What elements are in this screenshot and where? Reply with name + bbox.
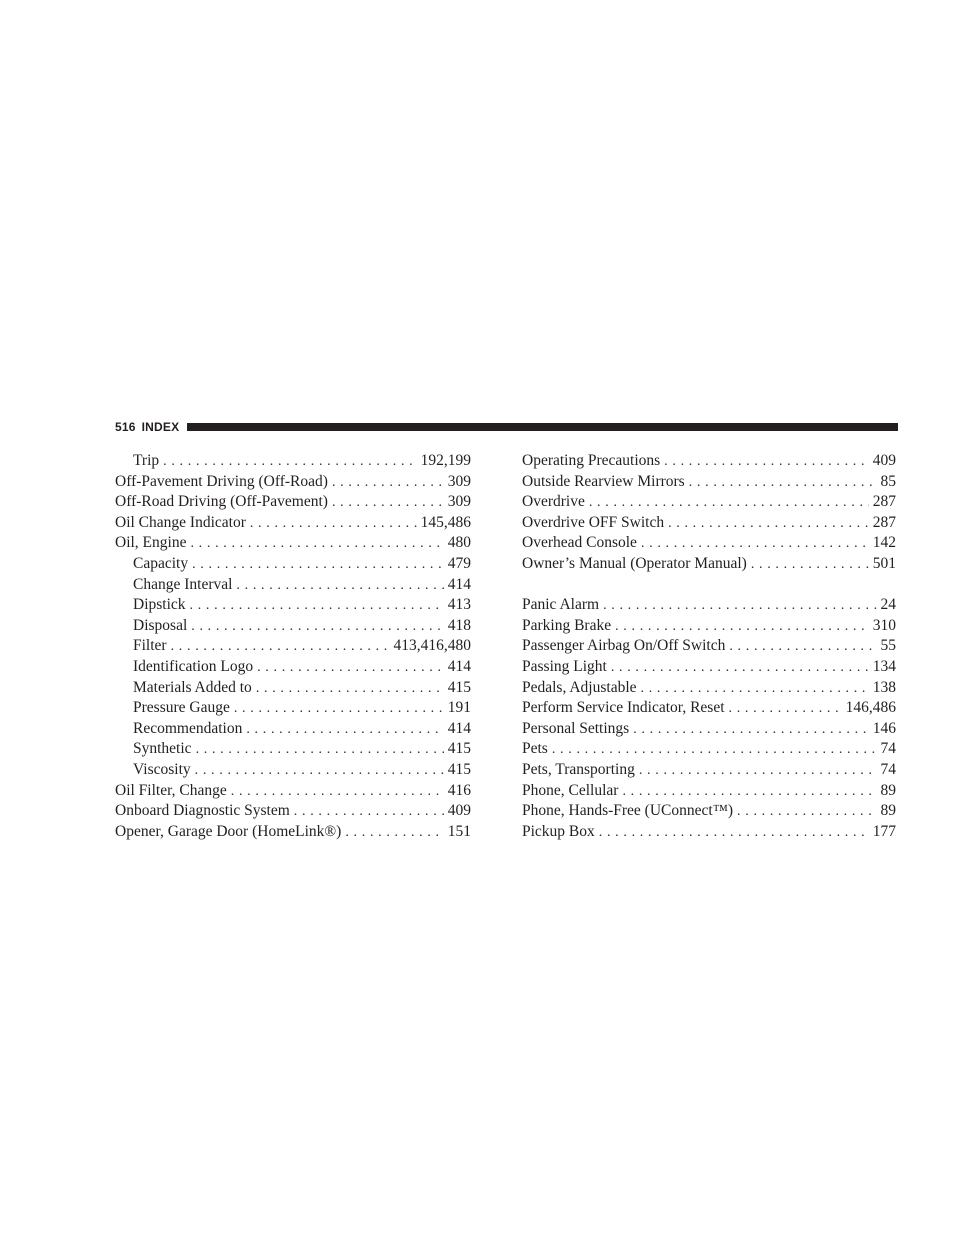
dot-leader [195,761,444,782]
index-entry [522,719,896,740]
index-entry [522,822,896,843]
index-page-numbers: 480 [447,534,471,552]
index-page-numbers: 191 [447,699,471,717]
dot-leader [729,699,842,720]
index-term: Pickup Box [522,822,595,840]
index-term: Disposal [133,616,188,634]
index-entry [522,472,896,493]
index-entry [522,533,896,554]
index-page-numbers: 74 [880,760,896,778]
dot-leader [246,720,443,741]
index-term: Recommendation [133,719,243,737]
index-page-numbers: 74 [880,740,896,758]
index-entry [522,801,896,822]
index-subentry [115,451,471,472]
dot-leader [603,596,876,617]
index-subentry [115,575,471,596]
index-page-numbers: 309 [447,493,471,511]
index-term: Overdrive [522,493,585,511]
index-term: Onboard Diagnostic System [115,802,290,820]
index-page-numbers: 89 [880,781,896,799]
index-column-right [522,451,896,842]
index-page-numbers: 177 [872,822,896,840]
index-term: Trip [133,452,160,469]
index-page-numbers: 310 [872,616,896,634]
index-page-numbers: 287 [872,513,896,531]
dot-leader [332,493,444,514]
index-page-numbers: 146,486 [845,699,896,717]
dot-leader [234,699,444,720]
dot-leader [668,514,869,535]
index-subentry [115,616,471,637]
index-page-numbers: 287 [872,493,896,511]
index-entry [115,822,471,843]
index-entry [115,801,471,822]
index-term: Outside Rearview Mirrors [522,472,685,490]
index-entry [522,739,896,760]
dot-leader [345,823,443,844]
index-page-numbers: 192,199 [420,452,471,469]
dot-leader [599,823,869,844]
dot-leader [737,802,876,823]
header-rule [187,423,898,431]
index-column-left [115,451,471,842]
index-page-numbers: 418 [447,616,471,634]
dot-leader [633,720,869,741]
dot-leader [231,782,444,803]
dot-leader [332,473,444,494]
index-page-numbers: 409 [447,802,471,820]
index-page-numbers: 55 [880,637,896,655]
index-term: Overhead Console [522,534,637,552]
index-entry [522,616,896,637]
index-page-numbers: 415 [447,678,471,696]
index-entry [115,472,471,493]
index-term: Phone, Hands-Free (UConnect™) [522,802,734,820]
index-subentry [115,554,471,575]
index-page-numbers: 479 [447,554,471,572]
index-term: Phone, Cellular [522,781,619,799]
index-page-numbers: 138 [872,678,896,696]
index-page-numbers: 414 [447,657,471,675]
dot-leader [190,596,444,617]
index-page-numbers: 89 [880,802,896,820]
index-term: Pedals, Adjustable [522,678,637,696]
index-term: Owner’s Manual (Operator Manual) [522,554,747,572]
index-term: Oil Change Indicator [115,513,246,531]
index-term: Pets, Transporting [522,760,635,778]
index-entry [522,657,896,678]
index-subentry [115,739,471,760]
index-page-numbers: 24 [880,596,896,614]
index-term: Synthetic [133,740,192,758]
index-entry [115,533,471,554]
dot-leader [664,452,869,473]
index-term: Operating Precautions [522,452,661,469]
dot-leader [611,658,869,679]
index-term: Parking Brake [522,616,612,634]
index-page-numbers: 413 [447,596,471,614]
index-term: Filter [133,637,167,655]
dot-leader [191,617,444,638]
index-page-numbers: 309 [447,472,471,490]
index-subentry [115,698,471,719]
index-term: Panic Alarm [522,596,600,614]
index-page-numbers: 414 [447,575,471,593]
index-term: Viscosity [133,760,191,778]
dot-leader [163,452,416,473]
dot-leader [192,555,444,576]
index-page-numbers: 415 [447,760,471,778]
dot-leader [689,473,877,494]
index-term: Off-Pavement Driving (Off-Road) [115,472,328,490]
index-term: Passenger Airbag On/Off Switch [522,637,726,655]
index-subentry [115,760,471,781]
index-entry [522,636,896,657]
index-subentry [115,719,471,740]
index-entry [115,513,471,534]
index-page-numbers: 146 [872,719,896,737]
page-header [115,418,898,436]
index-page-numbers: 134 [872,657,896,675]
index-term: Passing Light [522,657,607,675]
index-subentry [115,657,471,678]
index-entry [522,595,896,616]
index-entry [522,451,896,472]
index-term: Capacity [133,554,189,572]
dot-leader [294,802,444,823]
index-entry [115,492,471,513]
index-page-numbers: 416 [447,781,471,799]
index-term: Identification Logo [133,657,254,675]
dot-leader [256,679,444,700]
dot-leader [589,493,869,514]
index-entry [522,678,896,699]
dot-leader [190,534,443,555]
dot-leader [751,555,869,576]
index-term: Dipstick [133,596,186,614]
index-page-numbers: 415 [447,740,471,758]
dot-leader [171,637,390,658]
dot-leader [729,637,876,658]
index-entry [522,513,896,534]
dot-leader [622,782,876,803]
index-entry [522,554,896,575]
index-term: Pets [522,740,548,758]
index-page-numbers: 414 [447,719,471,737]
index-term: Personal Settings [522,719,630,737]
index-page-numbers: 151 [447,822,471,840]
index-entry [522,760,896,781]
dot-leader [196,740,444,761]
index-page-numbers: 145,486 [420,513,471,531]
index-subentry [115,595,471,616]
dot-leader [250,514,417,535]
index-term: Oil, Engine [115,534,187,552]
section-title: INDEX [141,420,180,434]
index-entry [522,492,896,513]
index-page-numbers: 409 [872,452,896,469]
index-page-numbers: 85 [880,472,896,490]
index-page-numbers: 142 [872,534,896,552]
index-entry [522,698,896,719]
dot-leader [257,658,444,679]
dot-leader [641,679,869,700]
index-term: Change Interval [133,575,233,593]
index-term: Pressure Gauge [133,699,230,717]
dot-leader [641,534,869,555]
index-term: Overdrive OFF Switch [522,513,665,531]
index-entry [522,781,896,802]
dot-leader [236,576,443,597]
dot-leader [615,617,869,638]
index-entry [115,781,471,802]
dot-leader [552,740,877,761]
index-term: Off-Road Driving (Off-Pavement) [115,493,328,511]
page-number: 516 [115,420,136,434]
index-term: Oil Filter, Change [115,781,227,799]
index-subentry [115,636,471,657]
index-page-numbers: 413,416,480 [393,637,471,655]
dot-leader [639,761,877,782]
index-subentry [115,678,471,699]
index-page-numbers: 501 [872,554,896,572]
index-term: Perform Service Indicator, Reset [522,699,725,717]
index-term: Materials Added to [133,678,252,696]
index-term: Opener, Garage Door (HomeLink®) [115,822,342,840]
